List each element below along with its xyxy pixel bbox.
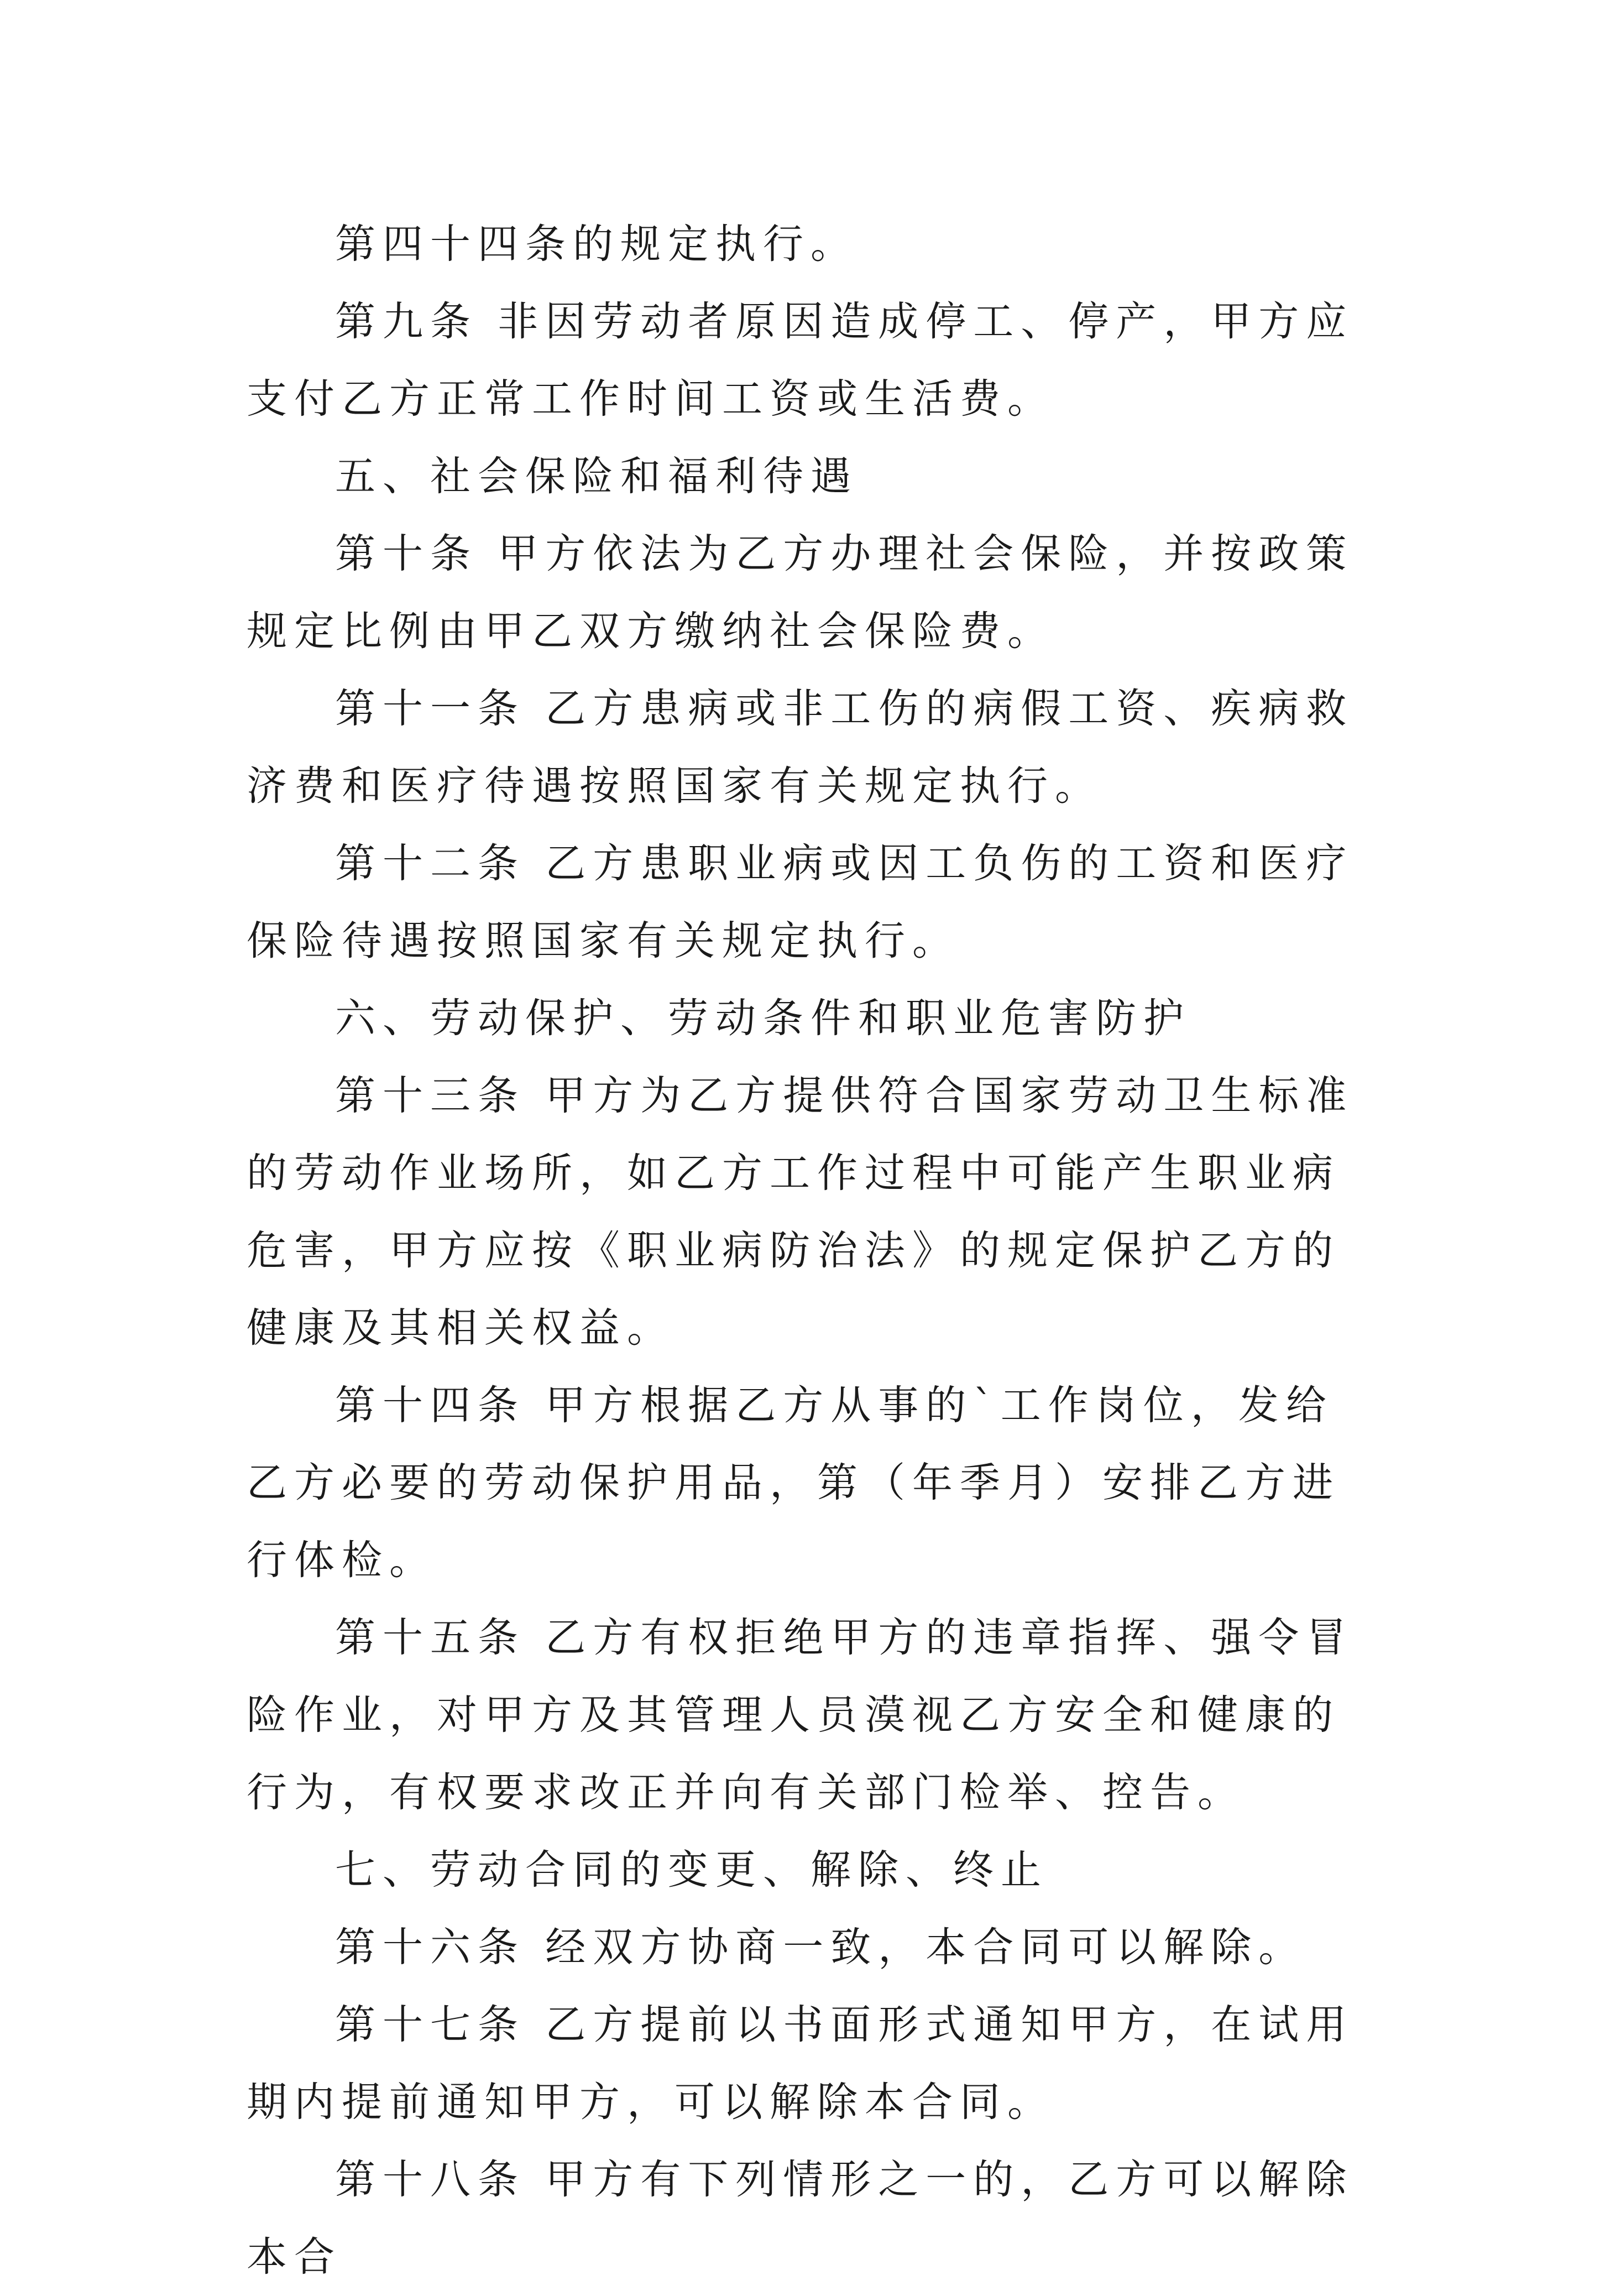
document-body — [247, 206, 1358, 2296]
paragraph-article-15: 第十五条 乙方有权拒绝甲方的违章指挥、强令冒险作业，对甲方及其管理人员漠视乙方安全和健康的行为，有权要求改正并向有关部门检举、控告。 — [247, 1614, 1354, 1816]
paragraph-article-11: 第十一条 乙方患病或非工伤的病假工资、疾病救济费和医疗待遇按照国家有关规定执行。 — [247, 685, 1354, 810]
paragraph-article-16: 第十六条 经双方协商一致，本合同可以解除。 — [335, 1924, 1306, 1971]
paragraph-article-12: 第十二条 乙方患职业病或因工负伤的工资和医疗保险待遇按照国家有关规定执行。 — [247, 840, 1354, 964]
section-heading-labor-protection: 六、劳动保护、劳动条件和职业危害防护 — [335, 995, 1191, 1042]
paragraph-article-14: 第十四条 甲方根据乙方从事的`工作岗位，发给乙方必要的劳动保护用品，第（年季月）安排乙方进行体检。 — [247, 1382, 1340, 1584]
paragraph-article-44-continuation: 第四十四条的规定执行。 — [335, 221, 858, 268]
paragraph-article-9: 第九条 非因劳动者原因造成停工、停产，甲方应支付乙方正常工作时间工资或生活费。 — [247, 298, 1354, 422]
section-heading-contract-changes: 七、劳动合同的变更、解除、终止 — [335, 1846, 1048, 1893]
paragraph-article-13: 第十三条 甲方为乙方提供符合国家劳动卫生标准的劳动作业场所，如乙方工作过程中可能产生职业病危害，甲方应按《职业病防治法》的规定保护乙方的健康及其相关权益。 — [247, 1072, 1354, 1351]
paragraph-article-17: 第十七条 乙方提前以书面形式通知甲方，在试用期内提前通知甲方，可以解除本合同。 — [247, 2001, 1354, 2126]
section-heading-social-insurance: 五、社会保险和福利待遇 — [335, 453, 858, 500]
paragraph-article-10: 第十条 甲方依法为乙方办理社会保险，并按政策规定比例由甲乙双方缴纳社会保险费。 — [247, 530, 1354, 655]
paragraph-article-18: 第十八条 甲方有下列情形之一的，乙方可以解除本合 — [247, 2156, 1354, 2281]
